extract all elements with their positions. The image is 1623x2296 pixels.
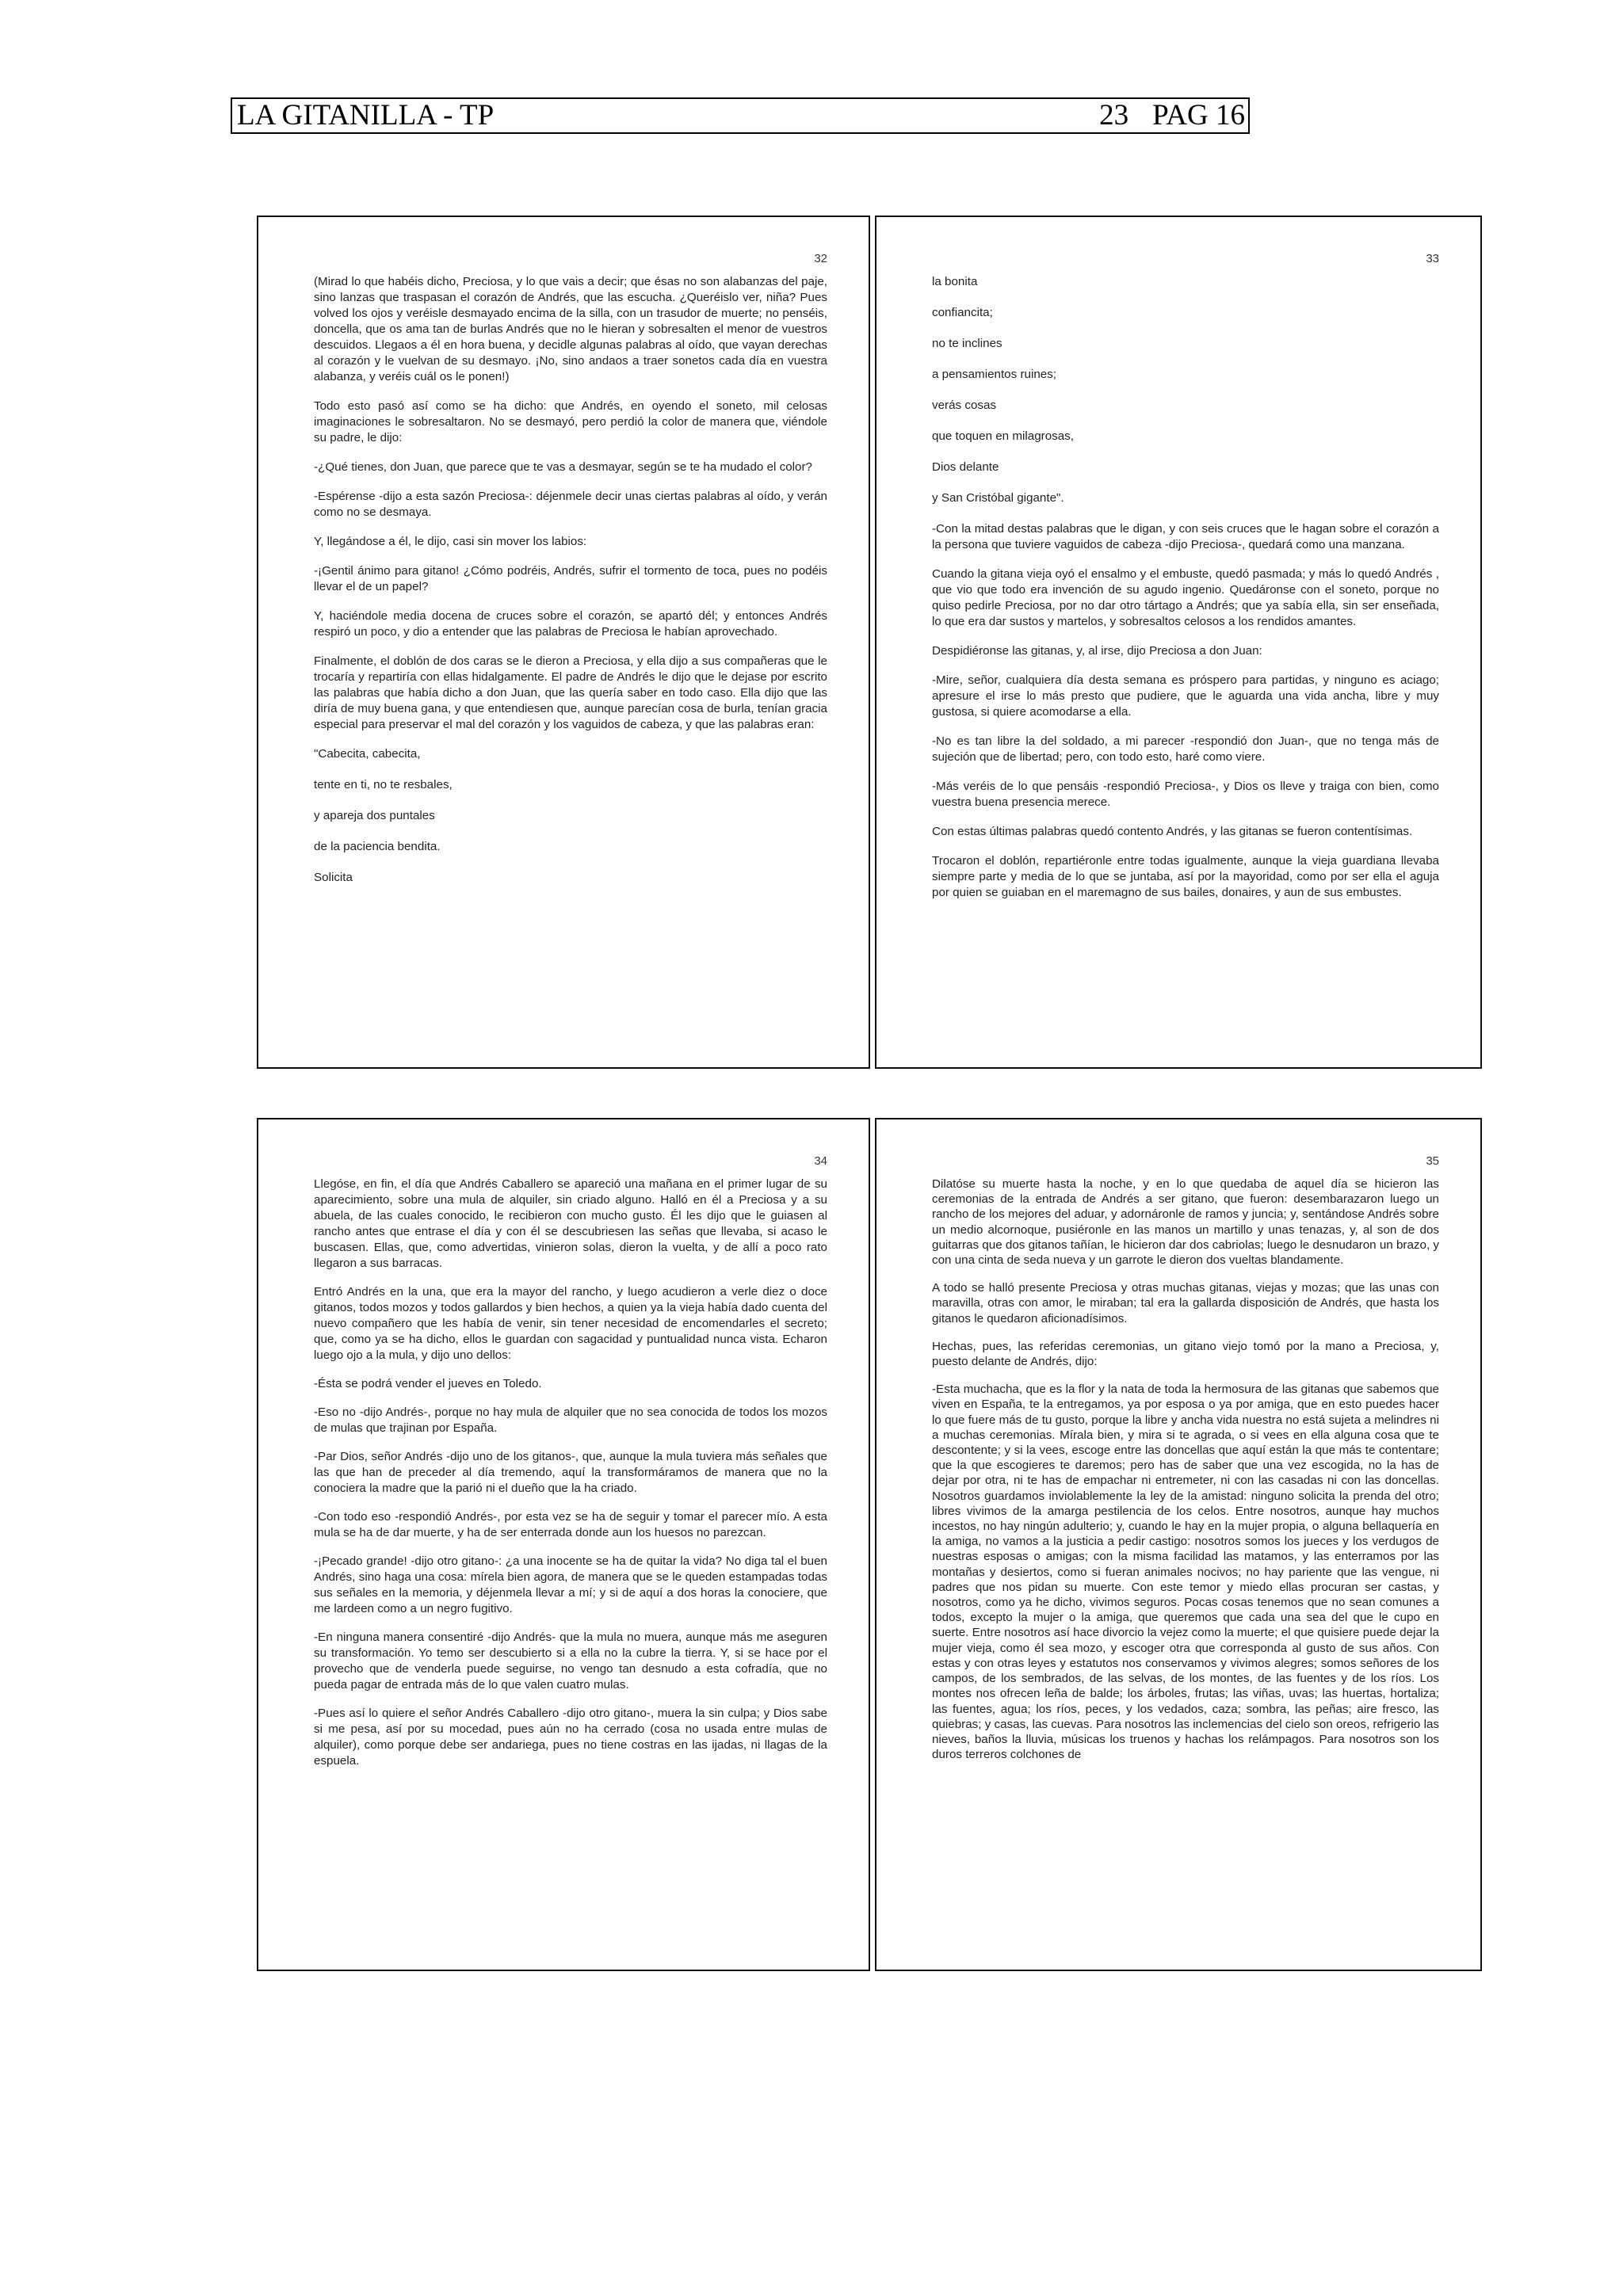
book-page-33: [875, 215, 1482, 1069]
paragraph: -Ésta se podrá vender el jueves en Toledo.: [314, 1377, 542, 1390]
paragraph: -Eso no -dijo Andrés-, porque no hay mula de alquiler que no sea conocida de todos los mozos de mulas que trajinan por España.: [314, 1405, 827, 1435]
header-title: LA GITANILLA - TP: [237, 99, 495, 132]
paragraph: -Más veréis de lo que pensáis -respondió Preciosa-, y Dios os lleve y traiga con bien, como vuestra buena presencia merece.: [932, 780, 1439, 809]
page-number: 33: [1426, 252, 1439, 265]
paragraph: -Esta muchacha, que es la flor y la nata de toda la hermosura de las gitanas que sabemos que viven en España, te la entregamos, ya por esposa o ya por amiga, que en esto puedes hacer lo que fuere más de tu gusto, porque la libre y ancha vida nuestra no está sujeta a melindres ni a muchas ceremonias. Mírala bien, y mira si te agrada, o si vees en ella alguna cosa que te descontente; y si la vees, escoge entre las doncellas que aquí están la que más te contentare; que la que escogieres te daremos; pero has de saber que una vez escogida, no la has de dejar por otra, ni te has de empachar ni entremeter, ni con las casadas ni con las doncellas. Nosotros guardamos inviolablemente la ley de la amistad: ninguno solicita la prenda del otro; libres vivimos de la amarga pestilencia de los celos. Entre nosotros, aunque hay muchos incestos, no hay ningún adulterio; y, cuando le hay en la mujer propia, o alguna bellaquería en la amiga, no vamos a la justicia a pedir castigo: nosotros somos los jueces y los verdugos de nuestras esposas o amigas; con la misma facilidad las matamos, y las enterramos por las montañas y desiertos, como si fueran animales nocivos; no hay pariente que las vengue, ni padres que nos pidan su muerte. Con este temor y miedo ellas procuran ser castas, y nosotros, como ya he dicho, vivimos seguros. Pocas cosas tenemos que no sean comunes a todos, excepto la mujer o la amiga, que queremos que cada una sea del que le cupo en suerte. Entre nosotros así hace divorcio la vejez como la muerte; el que quisiere puede dejar la mujer vieja, como él sea mozo, y escoger otra que corresponda al gusto de sus años. Con estas y con otras leyes y estatutos nos conservamos y vivimos alegres; somos señores de los campos, de los sembrados, de las selvas, de los montes, de las fuentes y de los ríos. Los montes nos ofrecen leña de balde; los árboles, frutas; las viñas, uvas; las huertas, hortaliza; las fuentes, agua; los ríos, peces, y los vedados, caza; sombra, las peñas; aire fresco, las quiebras; y casas, las cuevas. Para nosotros las inclemencias del cielo son oreos, refrigerio las nieves, baños la lluvia, músicas los truenos y hachas los relámpagos. Para nosotros son los duros terreros colchones de: [932, 1383, 1439, 1762]
book-page-32: [257, 215, 870, 1069]
paragraph: -¡Gentil ánimo para gitano! ¿Cómo podréis, Andrés, sufrir el tormento de toca, pues no podéis llevar el de un papel?: [314, 564, 827, 593]
paragraph: -Mire, señor, cualquiera día desta semana es próspero para partidas, y ninguno es aciago; apresure el irse lo más presto que pudiere, que le aguarda una vida ancha, libre y muy gustosa, si quiere acomodarse a ella.: [932, 673, 1439, 719]
document-header: [231, 97, 1250, 134]
verse-line: no te inclines: [932, 337, 1002, 350]
paragraph: Despidiéronse las gitanas, y, al irse, dijo Preciosa a don Juan:: [932, 644, 1262, 658]
page-number: 35: [1426, 1154, 1439, 1168]
paragraph: Y, llegándose a él, le dijo, casi sin mover los labios:: [314, 535, 587, 548]
page-number: 34: [814, 1154, 827, 1168]
book-page-35: [875, 1118, 1482, 1971]
verse-line: la bonita: [932, 275, 978, 288]
paragraph: -Espérense -dijo a esta sazón Preciosa-: déjenmele decir unas ciertas palabras al oído, y verán como no se desmaya.: [314, 490, 827, 519]
paragraph: Entró Andrés en la una, que era la mayor del rancho, y luego acudieron a verle diez o doce gitanos, todos mozos y todos gallardos y bien hechos, a quien ya la vieja había dado cuenta del nuevo compañero que les había de venir, sin tener necesidad de encomendarles el secreto; que, como ya se ha dicho, ellos le guardan con sagacidad y puntualidad nunca vista. Echaron luego ojo a la mula, y dijo uno dellos:: [314, 1285, 827, 1362]
paragraph: -Con todo eso -respondió Andrés-, por esta vez se ha de seguir y tomar el parecer mío. A esta mula se ha de dar muerte, y ha de ser enterrada donde aun los huesos no parezcan.: [314, 1510, 827, 1539]
paragraph: Trocaron el doblón, repartiéronle entre todas igualmente, aunque la vieja guardiana llevaba siempre parte y media de lo que se juntaba, así por la mayoridad, como por ser ella el aguja por quien se guiaban en el maremagno de sus bailes, donaires, y aun de sus embustes.: [932, 854, 1439, 899]
page-number: 32: [814, 252, 827, 265]
page-text: [314, 1177, 827, 1782]
header-right: [1099, 98, 1245, 133]
paragraph: (Mirad lo que habéis dicho, Preciosa, y lo que vais a decir; que ésas no son alabanzas del paje, sino lanzas que traspasan el corazón de Andrés, que las escucha. ¿Queréislo ver, niña? Pues volved los ojos y veréisle desmayado encima de la silla, con un trasudor de muerte; no penséis, doncella, que os ama tan de burlas Andrés que no le hieran y sobresalten el menor de vuestros descuidos. Llegaos a él en hora buena, y decidle algunas palabras al oído, que vayan derechas al corazón y le vuelvan de su desmayo. ¡No, sino andaos a traer sonetos cada día en vuestra alabanza, y veréis cuál os le ponen!): [314, 275, 827, 383]
verse-line: confiancita;: [932, 306, 993, 319]
paragraph: A todo se halló presente Preciosa y otras muchas gitanas, viejas y mozas; que las unas con maravilla, otras con amor, le miraban; tal era la gallarda disposición de Andrés, que hasta los gitanos le quedaron aficionadísimos.: [932, 1281, 1439, 1325]
paragraph: -¿Qué tienes, don Juan, que parece que te vas a desmayar, según se te ha mudado el color?: [314, 460, 812, 474]
page-text: [314, 274, 827, 901]
page-text: [932, 1177, 1439, 1775]
paragraph: -Con la mitad destas palabras que le digan, y con seis cruces que le hagan sobre el corazón a la persona que tuviere vaguidos de cabeza -dijo Preciosa-, quedará como una manzana.: [932, 522, 1439, 551]
paragraph: -Pues así lo quiere el señor Andrés Caballero -dijo otro gitano-, muera la sin culpa; y Dios sabe si me pesa, así por su mocedad, pues aún no ha cerrado (cosa no usada entre mulas de alquiler), como porque debe ser andariega, pues no tiene costras en las ijadas, ni llagas de la espuela.: [314, 1707, 827, 1768]
verse-line: que toquen en milagrosas,: [932, 429, 1074, 443]
paragraph: Y, haciéndole media docena de cruces sobre el corazón, se apartó dél; y entonces Andrés respiró un poco, y dio a entender que las palabras de Preciosa le habían aprovechado.: [314, 609, 827, 639]
verse-line: de la paciencia bendita.: [314, 840, 441, 853]
paragraph: Hechas, pues, las referidas ceremonias, un gitano viejo tomó por la mano a Preciosa, y, puesto delante de Andrés, dijo:: [932, 1339, 1439, 1369]
page-text: [932, 274, 1439, 914]
paragraph: Llegóse, en fin, el día que Andrés Caballero se apareció una mañana en el primer lugar de su aparecimiento, sobre una mula de alquiler, sin criado alguno. Halló en él a Preciosa y a su abuela, de las cuales conocido, le recibieron con mucho gusto. Él les dijo que le guiasen al rancho antes que entrase el día y con él se descubriesen las señas que llevaba, si acaso le buscasen. Ellas, que, como advertidas, vinieron solas, dieron la vuelta, y de allí a poco rato llegaron a sus barracas.: [314, 1177, 827, 1270]
verse-line: Solicita: [314, 871, 353, 884]
header-page-label: PAG 16: [1152, 99, 1245, 132]
paragraph: Todo esto pasó así como se ha dicho: que Andrés, en oyendo el soneto, mil celosas imaginaciones le sobresaltaron. No se desmayó, pero perdió la color de manera que, viéndole su padre, le dijo:: [314, 399, 827, 444]
header-doc-number: 23: [1099, 99, 1129, 132]
paragraph: -No es tan libre la del soldado, a mi parecer -respondió don Juan-, que no tenga más de sujeción que de libertad; pero, con todo esto, haré como viere.: [932, 734, 1439, 764]
verse-line: a pensamientos ruines;: [932, 368, 1057, 381]
paragraph: Con estas últimas palabras quedó contento Andrés, y las gitanas se fueron contentísimas.: [932, 825, 1413, 838]
verse-line: y San Cristóbal gigante".: [932, 491, 1064, 505]
paragraph: Dilatóse su muerte hasta la noche, y en lo que quedaba de aquel día se hicieron las ceremonias de la entrada de Andrés a ser gitano, que fueron: desembarazaron luego un rancho de los mejores del aduar, y adornáronle de ramos y juncia; y, sentándose Andrés sobre un medio alcornoque, pusiéronle en las manos un martillo y unas tenazas, y, al son de dos guitarras que dos gitanos tañían, le hicieron dar dos cabriolas; luego le desnudaron un brazo, y con una cinta de seda nueva y un garrote le dieron dos vueltas blandamente.: [932, 1177, 1439, 1268]
verse-line: verás cosas: [932, 399, 997, 412]
paragraph: Finalmente, el doblón de dos caras se le dieron a Preciosa, y ella dijo a sus compañeras que le trocaría y repartiría con ellas hidalgamente. El padre de Andrés le dijo que le dejase por escrito las palabras que había dicho a don Juan, que las quería saber en todo caso. Ella dijo que las diría de muy buena gana, y que entendiesen que, aunque parecían cosa de burla, tenían gracia especial para preservar el mal del corazón y los vaguidos de cabeza, y que las palabras eran:: [314, 654, 827, 731]
book-page-34: [257, 1118, 870, 1971]
verse-line: y apareja dos puntales: [314, 809, 435, 822]
paragraph: -¡Pecado grande! -dijo otro gitano-: ¿a una inocente se ha de quitar la vida? No diga tal el buen Andrés, sino haga una cosa: mírela bien agora, de manera que se le queden estampadas todas sus señales en la memoria, y déjenmela llevar a mí; y si de aquí a dos horas la conociere, que me lardeen como a un negro fugitivo.: [314, 1554, 827, 1615]
paragraph: Cuando la gitana vieja oyó el ensalmo y el embuste, quedó pasmada; y más lo quedó Andrés , que vio que todo era invención de su agudo ingenio. Quedáronse con el soneto, porque no quiso pedirle Preciosa, por no dar otro tártago a Andrés; que ya sabía ella, sin ser enseñada, lo que era dar sustos y martelos, y sobresaltos celosos a los rendidos amantes.: [932, 567, 1439, 628]
verse-line: tente en ti, no te resbales,: [314, 778, 453, 791]
paragraph: -En ninguna manera consentiré -dijo Andrés- que la mula no muera, aunque más me aseguren su transformación. Yo temo ser descubierto si a ella no la cubre la tierra. Y, si se hace por el provecho que de venderla puede seguirse, no vengo tan desnudo a esta cofradía, que no pueda pagar de entrada más de lo que valen cuatro mulas.: [314, 1630, 827, 1691]
paragraph: -Par Dios, señor Andrés -dijo uno de los gitanos-, que, aunque la mula tuviera más señales que las que han de preceder al día tremendo, aquí la transformáramos de manera que no la conociera la madre que la parió ni el dueño que la ha criado.: [314, 1450, 827, 1495]
verse-line: Dios delante: [932, 460, 999, 474]
verse-line: "Cabecita, cabecita,: [314, 747, 421, 761]
